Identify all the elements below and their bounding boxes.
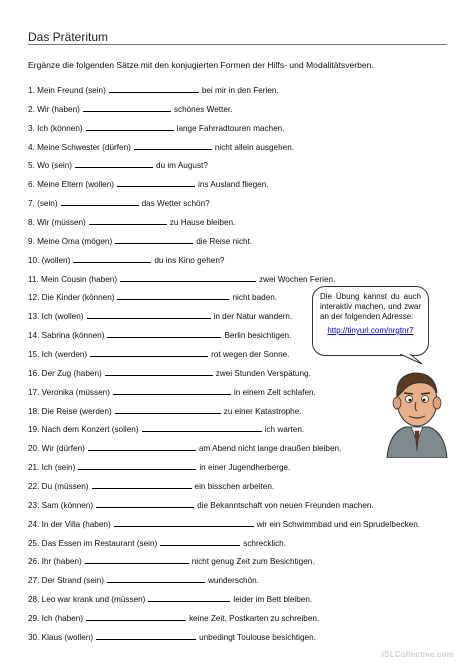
exercise-item [28, 158, 328, 177]
exercise-prompt: 6. Meine Eltern (wollen) [28, 180, 115, 190]
exercise-link[interactable]: http://tinyurl.com/nrgtnr7 [327, 326, 414, 335]
answer-blank[interactable] [61, 196, 139, 206]
answer-blank[interactable] [109, 83, 199, 93]
exercise-item [28, 102, 328, 121]
exercise-prompt: 21. Ich (sein) [28, 463, 76, 473]
answer-blank[interactable] [87, 309, 211, 319]
exercise-prompt: 8. Wir (müssen) [28, 218, 86, 228]
exercise-continuation: ins Ausland fliegen. [198, 180, 269, 190]
answer-blank[interactable] [107, 328, 221, 338]
exercise-continuation: Berlin besichtigen. [224, 331, 292, 341]
exercise-prompt: 22. Du (müssen) [28, 482, 89, 492]
answer-blank[interactable] [88, 441, 196, 451]
exercise-prompt: 14. Sabrina (können) [28, 331, 105, 341]
answer-blank[interactable] [85, 554, 189, 564]
exercise-continuation: zu einer Katastrophe. [223, 406, 302, 416]
exercise-item [28, 404, 328, 423]
answer-blank[interactable] [134, 140, 212, 150]
exercise-continuation: schrecklich. [243, 538, 287, 548]
exercise-prompt: 26. Ihr (haben) [28, 557, 82, 567]
exercise-continuation: in einem Zelt schlafen. [233, 387, 316, 397]
exercise-prompt: 17. Veronika (müssen) [28, 387, 110, 397]
exercise-prompt: 30. Klaus (wollen) [28, 632, 94, 642]
exercise-item [28, 290, 328, 309]
exercise-item [28, 366, 328, 385]
exercise-continuation: das Wetter schön? [141, 199, 210, 209]
exercise-continuation: bei mir in den Ferien. [201, 86, 279, 95]
exercise-prompt: 24. In der Villa (haben) [28, 519, 111, 529]
answer-blank[interactable] [115, 404, 221, 414]
exercise-continuation: unbedingt Toulouse besichtigen. [199, 632, 316, 642]
exercise-item [28, 215, 328, 234]
exercise-continuation: die Bekanntschaft von neuen Freunden machen. [197, 500, 374, 510]
exercise-continuation: schönes Wetter. [173, 104, 233, 114]
exercise-continuation: in einer Jugendherberge. [199, 463, 291, 473]
exercise-prompt: 13. Ich (wollen) [28, 312, 84, 322]
exercise-prompt: 4. Meine Schwester (dürfen) [28, 142, 131, 152]
answer-blank[interactable] [117, 177, 195, 187]
instructions: Ergänze die folgenden Sätze mit den konjugierten Formen der Hilfs- und Modalitätsverben. [28, 60, 374, 70]
exercise-prompt: 11. Mein Cousin (haben) [28, 274, 118, 284]
exercise-prompt: 12. Die Kinder (können) [28, 293, 115, 303]
exercise-item [28, 460, 328, 479]
exercise-continuation: rot wegen der Sonne. [211, 350, 290, 360]
answer-blank[interactable] [148, 592, 230, 602]
speech-bubble [312, 286, 429, 356]
exercise-continuation: zu Hause bleiben. [169, 218, 236, 228]
exercise-continuation: wir ein Schwimmbad und ein Sprudelbecken. [256, 519, 421, 529]
exercise-item [28, 592, 328, 611]
answer-blank[interactable] [120, 272, 256, 282]
exercise-prompt: 9. Meine Oma (mögen) [28, 236, 113, 246]
answer-blank[interactable] [73, 253, 151, 263]
page-title: Das Präteritum [28, 30, 109, 44]
exercise-item [28, 517, 421, 536]
exercise-prompt: 28. Leo war krank und (müssen) [28, 595, 146, 605]
exercise-prompt: 3. Ich (können) [28, 123, 83, 133]
answer-blank[interactable] [113, 385, 231, 395]
exercise-continuation: du ins Kino gehen? [154, 255, 225, 265]
answer-blank[interactable] [160, 536, 240, 546]
exercise-prompt: 5. Wo (sein) [28, 161, 72, 171]
answer-blank[interactable] [86, 611, 186, 621]
exercise-continuation: nicht baden. [232, 293, 278, 303]
exercise-continuation: leider im Bett bleiben. [233, 595, 313, 605]
title-divider [28, 44, 447, 45]
answer-blank[interactable] [117, 290, 229, 300]
exercise-prompt: 18. Die Reise (werden) [28, 406, 112, 416]
answer-blank[interactable] [107, 573, 205, 583]
exercise-prompt: 7. (sein) [28, 199, 58, 209]
exercise-prompt: 27. Der Strand (sein) [28, 576, 104, 586]
exercise-continuation: nicht allein ausgehen. [214, 142, 295, 152]
answer-blank[interactable] [115, 234, 193, 244]
exercise-prompt: 23. Sam (können) [28, 500, 94, 510]
exercise-item [28, 234, 328, 253]
exercise-item [28, 309, 328, 328]
exercise-item [28, 272, 336, 291]
exercise-item [28, 536, 328, 555]
exercise-prompt: 15. Ich (werden) [28, 350, 88, 360]
exercise-item [28, 121, 328, 140]
answer-blank[interactable] [89, 215, 167, 225]
exercise-item [28, 441, 342, 460]
answer-blank[interactable] [114, 517, 254, 527]
exercise-item [28, 140, 328, 159]
answer-blank[interactable] [96, 498, 194, 508]
exercise-continuation: zwei Wochen Ferien. [259, 274, 336, 284]
exercise-prompt: 19. Nach dem Konzert (sollen) [28, 425, 139, 435]
exercise-item [28, 630, 328, 649]
exercise-continuation: ich warten. [264, 425, 305, 435]
exercise-prompt: 10. (wollen) [28, 255, 71, 265]
exercise-continuation: die Reise nicht. [196, 236, 253, 246]
exercise-continuation: lange Fahrradtouren machen. [176, 123, 285, 133]
answer-blank[interactable] [92, 479, 192, 489]
exercise-continuation: zwei Stunden Verspätung. [215, 368, 311, 378]
exercise-item [28, 611, 328, 630]
exercise-prompt: 20. Wir (dürfen) [28, 444, 85, 454]
answer-blank[interactable] [105, 366, 213, 376]
exercise-continuation: keine Zeit, Postkarten zu schreiben. [189, 614, 320, 624]
exercise-item [28, 83, 328, 102]
exercise-item [28, 479, 328, 498]
teacher-illustration-icon [381, 363, 453, 458]
answer-blank[interactable] [78, 460, 196, 470]
exercise-prompt: 1. Mein Freund (sein) [28, 86, 106, 95]
exercise-prompt: 29. Ich (haben) [28, 614, 84, 624]
exercise-continuation: du im August? [155, 161, 208, 171]
exercise-prompt: 2. Wir (haben) [28, 104, 80, 114]
exercise-item [28, 554, 328, 573]
answer-blank[interactable] [86, 121, 174, 131]
exercise-prompt: 25. Das Essen im Restaurant (sein) [28, 538, 158, 548]
exercise-continuation: ein bisschen arbeiten. [194, 482, 275, 492]
exercise-continuation: nicht genug Zeit zum Besichtigen. [191, 557, 315, 567]
exercise-continuation: am Abend nicht lange draußen bleiben. [198, 444, 342, 454]
answer-blank[interactable] [96, 630, 196, 640]
footer-watermark: iSLCollective.com [381, 650, 454, 659]
exercise-item [28, 422, 328, 441]
exercise-item [28, 347, 328, 366]
exercise-item [28, 573, 328, 592]
exercise-prompt: 16. Der Zug (haben) [28, 368, 102, 378]
exercise-item [28, 253, 328, 272]
exercise-item [28, 196, 328, 215]
exercise-continuation: wunderschön. [208, 576, 259, 586]
exercise-item [28, 328, 328, 347]
exercise-item [28, 498, 374, 517]
answer-blank[interactable] [90, 347, 208, 357]
answer-blank[interactable] [83, 102, 171, 112]
answer-blank[interactable] [142, 422, 262, 432]
exercise-item [28, 177, 328, 196]
answer-blank[interactable] [75, 158, 153, 168]
exercise-item [28, 385, 328, 404]
bubble-text: Die Übung kannst du auch interaktiv machen, und zwar an der folgenden Adresse: [320, 292, 421, 321]
exercise-continuation: in der Natur wandern. [213, 312, 293, 322]
